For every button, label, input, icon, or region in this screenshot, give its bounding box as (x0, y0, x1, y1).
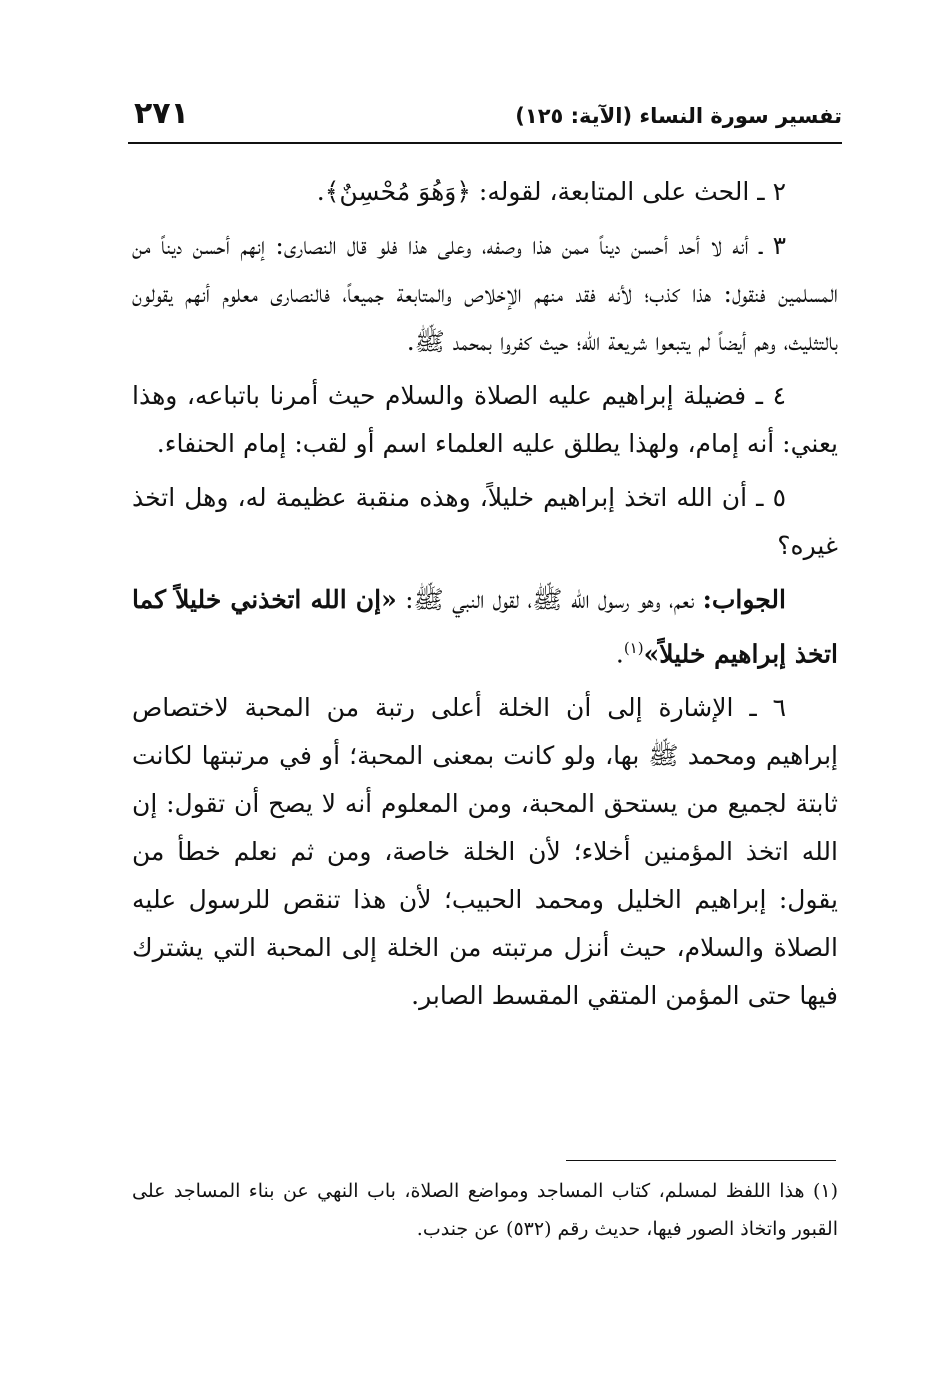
footnotes (132, 1172, 838, 1248)
paragraph-4: ٤ ـ فضيلة إبراهيم عليه الصلاة والسلام حيث أمرنا باتباعه، وهذا يعني: أنه إمام، ولهذا يطلق عليه العلماء اسم أو لقب: إمام الحنفاء. (132, 381, 838, 458)
answer-label: الجواب: (702, 585, 786, 614)
hadith-quote: «إن الله اتخذني خليلاً كما اتخذ إبراهيم خليلاً» (132, 585, 838, 669)
footnote-separator (566, 1160, 836, 1161)
running-title: تفسير سورة النساء (الآية: ١٢٥) (515, 104, 842, 128)
footnote-1: (١) هذا اللفظ لمسلم، كتاب المساجد ومواضع الصلاة، باب النهي عن بناء المساجد على القبور واتخاذ الصور فيها، حديث رقم (٥٣٢) عن جندب. (132, 1180, 838, 1240)
paragraph-2: ٢ ـ الحث على المتابعة، لقوله: ﴿وَهُوَ مُحْسِنٌ﴾. (316, 177, 786, 206)
answer-paragraph (132, 576, 838, 678)
page-number: ٢٧١ (134, 96, 189, 131)
paragraph-6: ٦ ـ الإشارة إلى أن الخلة أعلى رتبة من المحبة لاختصاص إبراهيم ومحمد ﷺ بها، ولو كانت بمعنى المحبة؛ أو في مرتبتها لكانت ثابتة لجميع من يستحق المحبة، ومن المعلوم أنه لا يصح أن تقول: إن الله اتخذ المؤمنين أخلاء؛ لأن الخلة خاصة، ومن ثم نعلم خطأ من يقول: إبراهيم الخليل ومحمد الحبيب؛ لأن هذا تنقص للرسول عليه الصلاة والسلام، حيث أنزل مرتبته من الخلة إلى المحبة التي يشترك فيها حتى المؤمن المتقي المقسط الصابر. (132, 693, 838, 1011)
main-text (132, 168, 838, 1026)
paragraph-5: ٥ ـ أن الله اتخذ إبراهيم خليلاً، وهذه منقبة عظيمة له، وهل اتخذ غيره؟ (132, 483, 838, 560)
answer-text: نعم، وهو رسول الله ﷺ، لقول النبي ﷺ: (396, 585, 703, 614)
footnote-ref: (١) (623, 639, 644, 657)
page-header (128, 96, 842, 144)
header-rule (128, 142, 842, 144)
answer-end: . (615, 639, 624, 669)
paragraph-3: ٣ ـ أنه لا أحد أحسن ديناً ممن هذا وصفه، وعلى هذا فلو قال النصارى: إنهم أحسن ديناً من المسلمين فنقول: هذا كذب؛ لأنه فقد منهم الإخلاص والمتابعة جميعاً، فالنصارى معلوم أنهم يقولون بالتثليث، وهم أيضاً لم يتبعوا شريعة الله؛ حيث كفروا بمحمد ﷺ. (132, 231, 838, 356)
